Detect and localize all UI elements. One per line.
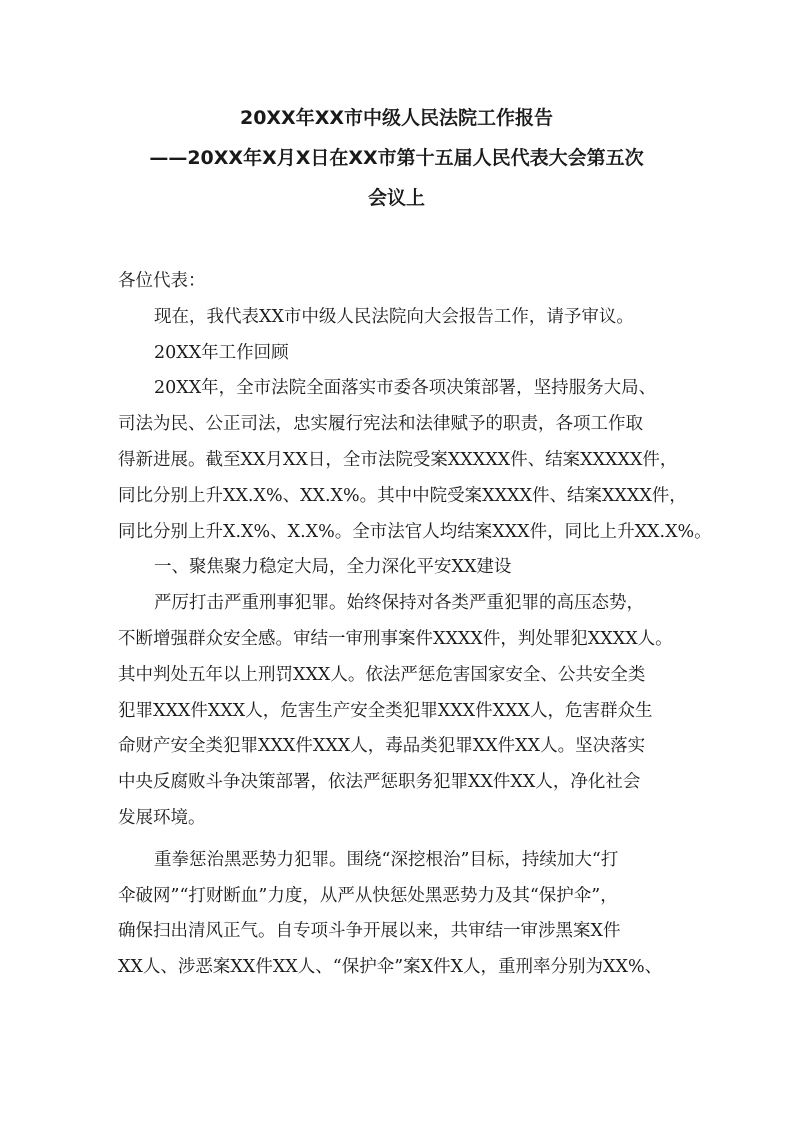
body-line: 重拳惩治黑恶势力犯罪。围绕“深挖根治”目标，持续加大“打 — [154, 849, 619, 870]
body-line: 不断增强群众安全感。审结一审刑事案件XXXX件，判处罪犯XXXX人。 — [118, 628, 673, 649]
body-line: 确保扫出清风正气。自专项斗争开展以来，共审结一审涉黑案X件 — [118, 921, 621, 942]
title-line-2: ——20XX年X月X日在XX市第十五届人民代表大会第五次 — [149, 147, 644, 169]
report-title — [100, 98, 693, 218]
section-heading-1: 一、聚焦聚力稳定大局，全力深化平安XX建设 — [154, 557, 512, 578]
body-line: 司法为民、公正司法，忠实履行宪法和法律赋予的职责，各项工作取 — [118, 414, 643, 435]
body-line: 命财产安全类犯罪XXX件XXX人，毒品类犯罪XX件XX人。坚决落实 — [118, 736, 646, 757]
body-line: XX人、涉恶案XX件XX人、“保护伞”案X件X人，重刑率分别为XX%、 — [118, 957, 663, 978]
paragraph-intro: 现在，我代表XX市中级人民法院向大会报告工作，请予审议。 — [154, 306, 634, 327]
body-line: 严厉打击严重刑事犯罪。始终保持对各类严重犯罪的高压态势， — [154, 593, 644, 614]
salutation: 各位代表： — [118, 271, 206, 291]
body-line: 犯罪XXX件XXX人，危害生产安全类犯罪XXX件XXX人，危害群众生 — [118, 700, 653, 721]
body-line: 得新进展。截至XX月XX日，全市法院受案XXXXX件、结案XXXXX件， — [118, 449, 678, 470]
body-line: 同比分别上升XX.X%、XX.X%。其中中院受案XXXX件、结案XXXX件， — [118, 485, 687, 506]
report-body — [118, 264, 712, 986]
body-line: 同比分别上升X.X%、X.X%。全市法官人均结案XXX件，同比上升XX.X%。 — [118, 521, 712, 542]
title-line-1: 20XX年XX市中级人民法院工作报告 — [239, 107, 554, 129]
body-line: 20XX年，全市法院全面落实市委各项决策部署，坚持服务大局、 — [154, 378, 657, 399]
body-line: 其中判处五年以上刑罚XXX人。依法严惩危害国家安全、公共安全类 — [118, 664, 646, 685]
title-line-3: 会议上 — [367, 187, 425, 209]
body-line: 发展环境。 — [118, 807, 206, 828]
body-line: 中央反腐败斗争决策部署，依法严惩职务犯罪XX件XX人，净化社会 — [118, 772, 641, 793]
body-line: 伞破网”“打财断血”力度，从严从快惩处黑恶势力及其“保护伞”， — [118, 885, 618, 906]
section-heading-review: 20XX年工作回顾 — [154, 342, 289, 363]
